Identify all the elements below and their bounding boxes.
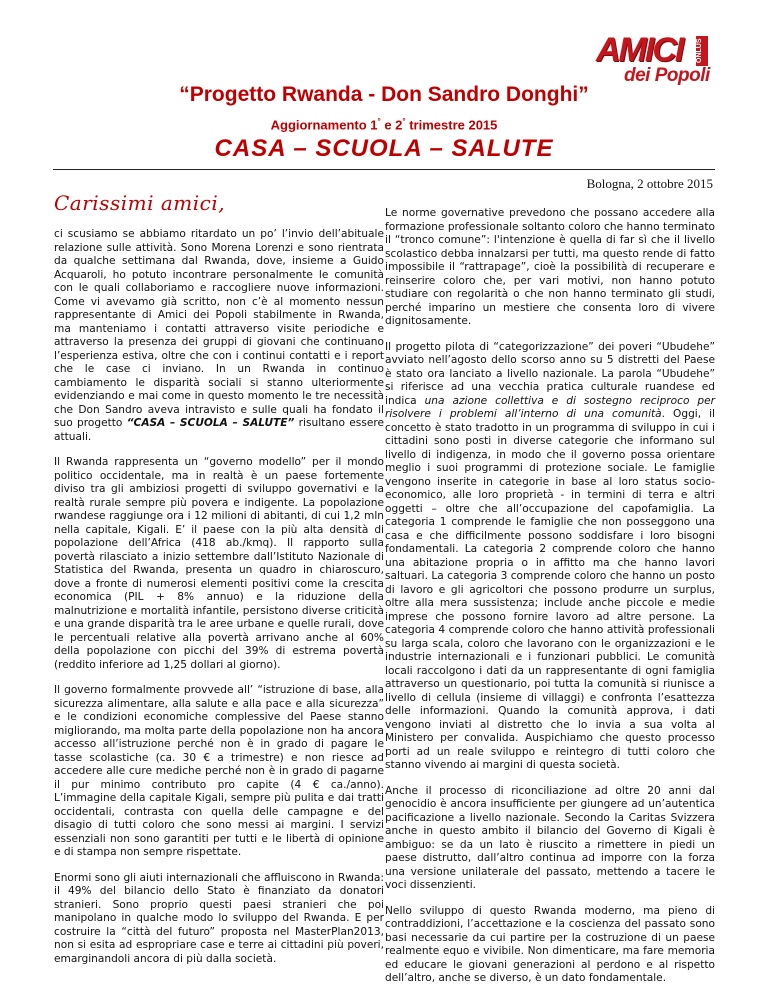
document-title: “Progetto Rwanda - Don Sandro Donghi” — [179, 83, 589, 106]
greeting: Carissimi amici, — [54, 191, 226, 215]
paragraph: Enormi sono gli aiuti internazionali che affluiscono in Rwanda: il 49% del bilancio dello Stato è finanziato da donatori stranieri. Sono proprio questi paesi stranieri che poi manipolano in qualche modo lo sviluppo del Rwanda. E per costruire la “città del futuro” proposta nel MasterPlan2013, non si esita ad espropriare case e terre ai cittadini più poveri, emarginandoli ancora di più dalla società. — [54, 871, 384, 965]
paragraph: Il governo formalmente provvede all’ “istruzione di base, alla sicurezza alimentare, alla salute e alla pace e alla sicurezza” e le condizioni economiche complessive del Paese stanno migliorando, ma molta parte della popolazione non ha ancora accesso all’istruzione perché non è in grado di pagare le tasse scolastiche (ca. 30 € a trimestre) e non riesce ad accedere alle cure mediche perché non è in grado di pagarne il pur minimo contributo pro capite (4 € ca./anno). L’immagine della capitale Kigali, sempre più pulita e dai tratti occidentali, contrasta con quella delle campagne e del disagio di tutti coloro che sono messi ai margini. I servizi essenziali non sono garantiti per tutti e le libertà di opinione e di stampa non sempre rispettate. — [54, 684, 384, 858]
header-divider — [53, 169, 715, 170]
paragraph: ci scusiamo se abbiamo ritardato un po’ l’invio dell’abituale relazione sulle attività. Sono Morena Lorenzi e sono rientrata da qualche settimana dal Rwanda, dove, insieme a Guido Acquaroli, ho potuto incontrare personalmente le comunità con le quali collaboriamo e raccogliere nuove informazioni. Come vi avevamo già scritto, non c’è al momento nessun rappresentante di Amici dei Popoli stabilmente in Rwanda, ma manteniamo i contatti attraverso visite periodiche e attraverso la presenza dei gruppi di giovani che continuano l’esperienza estiva, oltre che con i continui contatti e i report che le case ci inviano. In un Rwanda in continuo cambiamento le disparità sociali si stanno ulteriormente evidenziando e mai come in questo momento le tre necessità che Don Sandro aveva intravisto e sulle quali ha fondato il suo progetto “CASA – SCUOLA – SALUTE” risultano essere attuali. — [54, 228, 385, 443]
paragraph: Il progetto pilota di “categorizzazione” dei poveri “Ubudehe” avviato nell’agosto dello scorso anno su 5 distretti del Paese è stato ora lanciato a livello nazionale. La parola “Ubudehe” si riferisce ad una vecchia pratica culturale ruandese ed indica una azione collettiva e di sostegno reciproco per risolvere i problemi all’interno di una comunità. Oggi, il concetto è stato tradotto in un programma di sviluppo in cui i cittadini sono posti in diverse categorie che informano sul livello di indigenza, in modo che il governo possa orientare meglio i suoi programmi di protezione sociale. Le famiglie vengono inserite in categorie in base al loro status socio-economico, alle loro proprietà - in termini di terra e altri oggetti – oltre che all’occupazione del capofamiglia. La categoria 1 comprende le famiglie che non posseggono una casa e che difficilmente possono soddisfare i loro bisogni fondamentali. La categoria 2 comprende coloro che hanno una abitazione propria o in affitto ma che hanno lavori saltuari. La categoria 3 comprende coloro che hanno un posto di lavoro e gli agricoltori che possono produrre un surplus, oltre alla mera sussistenza; include anche piccole e medie imprese che possono fornire lavoro ad altre persone. La categoria 4 comprende coloro che hanno attività professionali su larga scala, coloro che lavorano con le organizzazioni e le industrie internazionali e i funzionari pubblici. Le comunità locali raccolgono i dati da un rappresentante di ogni famiglia attraverso un questionario, poi tutta la comunità si riunisce a livello di cellula (insieme di villaggi) e confronta l’esattezza delle informazioni. Quando la comunità approva, i dati vengono inviati al distretto che lo invia a sua volta al Ministero per convalida. Auspichiamo che questo processo porti ad un reale sviluppo e reintegro di tutti coloro che stanno vivendo ai margini di questa società. — [385, 340, 715, 771]
dateline: Bologna, 2 ottobre 2015 — [586, 176, 713, 191]
left-column — [54, 228, 384, 978]
main-heading: CASA – SCUOLA – SALUTE — [214, 135, 554, 162]
paragraph: Le norme governative prevedono che possano accedere alla formazione professionale soltanto coloro che hanno terminato il “tronco comune”: l'intenzione è quella di far sì che il livello scolastico debba innalzarsi per tutti, ma questo rende di fatto impossibile il “rattrapage”, cioè la possibilità di recuperare e reinserire coloro che, per vari motivi, non hanno potuto studiare con regolarità o che non hanno terminato gli studi, perché imparino un mestiere che consenta loro di vivere dignitosamente. — [385, 207, 715, 327]
paragraph: Il Rwanda rappresenta un “governo modello” per il mondo politico occidentale, ma in realtà è un paese fortemente diviso tra gli ambiziosi progetti di sviluppo governativi e la realtà rurale sempre più povera e indigente. La popolazione rwandese raggiunge ora i 12 milioni di abitanti, di cui 1,2 mln nella capitale, Kigali. E’ il paese con la più alta densità di popolazione dell’Africa (418 ab./kmq). Il rapporto sulla povertà rilasciato a inizio settembre dall’Istituto Nazionale di Statistica del Rwanda, presenta un quadro in chiaroscuro, dove a fronte di numerosi elementi positivi come la crescita economica (PIL + 8% annuo) e la riduzione della malnutrizione e mortalità infantile, persistono diverse criticità e una grande disparità tra le aree urbane e quelle rurali, dove le percentuali relative alla povertà arrivano anche al 60% della popolazione con picchi del 39% di estrema povertà (reddito inferiore ad 1,25 dollari al giorno). — [54, 456, 384, 671]
logo-amici-text: AMICI — [596, 31, 683, 69]
logo-dei-popoli-text: dei Popoli — [624, 65, 710, 86]
paragraph: Nello sviluppo di questo Rwanda moderno, ma pieno di contraddizioni, l’accettazione e la coscienza del passato sono basi necessarie da cui partire per la costruzione di un paese realmente equo e vivibile. Non dimenticare, ma fare memoria ed educare le giovani generazioni al perdono e al rispetto dell’altro, anche se diverso, è un dato fondamentale. — [385, 904, 715, 984]
right-column — [385, 207, 715, 998]
paragraph: Anche il processo di riconciliazione ad oltre 20 anni dal genocidio è ancora insufficiente per giungere ad un’autentica pacificazione a livello nazionale. Secondo la Caritas Svizzera anche in questo ambito il bilancio del Governo di Kigali è ambiguo: se da un lato è riuscito a rimettere in piedi un paese distrutto, dall’altro continua ad imporre con la forza una versione unilaterale del passato, mettendo a tacere le voci dissenzienti. — [385, 784, 715, 891]
document-subtitle: Aggiornamento 1° e 2° trimestre 2015 — [270, 117, 498, 133]
logo-onlus-badge: ONLUS — [696, 36, 708, 66]
